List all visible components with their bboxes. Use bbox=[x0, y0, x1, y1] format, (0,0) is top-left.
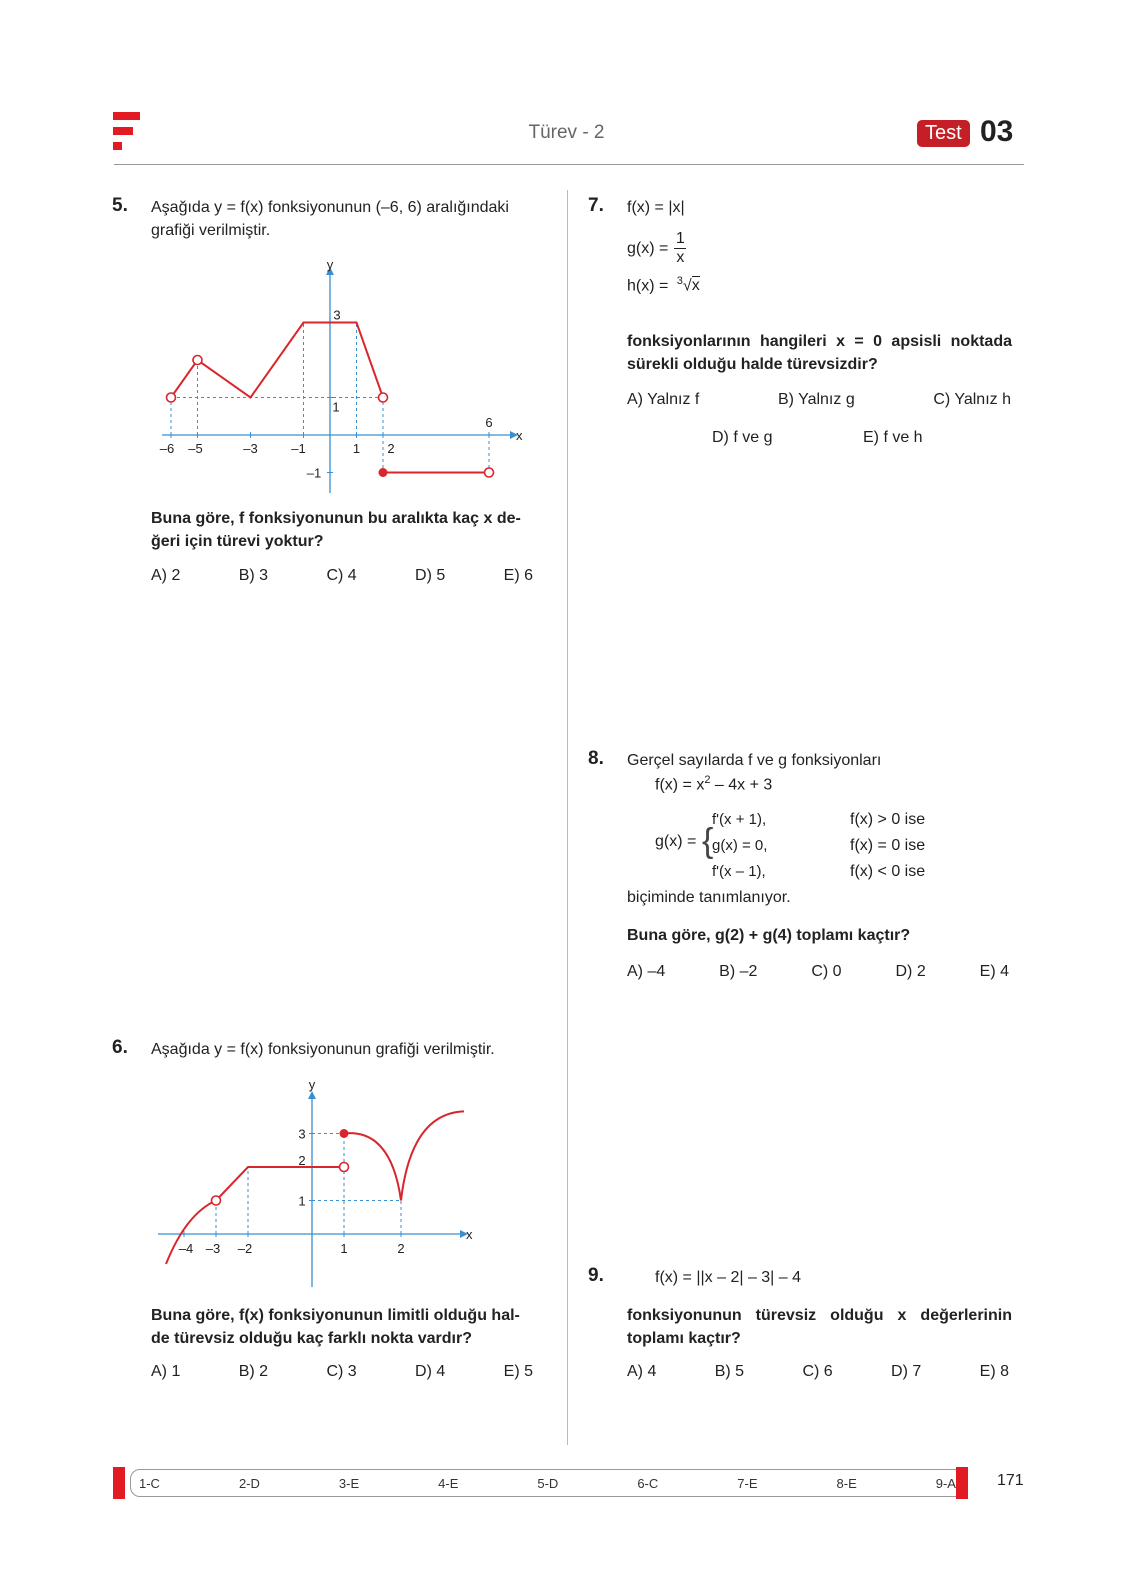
option-c[interactable]: C) Yalnız h bbox=[933, 391, 1011, 408]
question-9-prompt: fonksiyonunun türevsiz olduğu x değerlerinin toplamı kaçtır? bbox=[627, 1307, 1012, 1347]
function-curve bbox=[344, 1133, 401, 1200]
option-b[interactable]: B) 3 bbox=[238, 567, 269, 584]
open-point bbox=[340, 1163, 349, 1172]
x-tick-label: 1 bbox=[340, 1241, 348, 1256]
x-tick-label: –3 bbox=[243, 441, 258, 456]
closed-point bbox=[379, 468, 388, 477]
q8-case-conditions: f(x) > 0 ise f(x) = 0 ise f(x) < 0 ise bbox=[850, 811, 926, 880]
q7-f-definition: f(x) = |x| bbox=[627, 199, 685, 216]
option-b[interactable]: B) –2 bbox=[719, 963, 758, 980]
option-b[interactable]: B) 5 bbox=[714, 1363, 745, 1380]
q8-f-definition: $f(x) = x^2 - 4x + 3$ bbox=[655, 774, 773, 794]
x-tick-label: –1 bbox=[291, 441, 306, 456]
q7-h-definition: h(x) = $^3$√x bbox=[627, 275, 700, 295]
answer-key-left-marker bbox=[113, 1467, 125, 1499]
option-d[interactable]: D) 4 bbox=[415, 1363, 446, 1380]
x-tick-label: –2 bbox=[237, 1241, 253, 1256]
x-tick-label: 1 bbox=[352, 441, 361, 456]
option-a[interactable]: A) Yalnız f bbox=[627, 391, 700, 408]
option-e[interactable]: E) 4 bbox=[979, 963, 1009, 980]
option-d[interactable]: D) 2 bbox=[895, 963, 926, 980]
x-axis-label: x bbox=[516, 428, 523, 443]
answer-key-item: 5-D bbox=[537, 1475, 559, 1491]
question-6-text: Aşağıda y = f(x) fonksiyonunun grafiği verilmiştir. bbox=[151, 1041, 495, 1058]
x-tick-label: –5 bbox=[188, 441, 203, 456]
answer-key-item: 9-A bbox=[935, 1475, 956, 1491]
x-tick-label: –6 bbox=[159, 441, 175, 456]
open-point bbox=[485, 468, 494, 477]
option-b[interactable]: B) Yalnız g bbox=[777, 391, 855, 408]
function-curve bbox=[401, 1111, 464, 1200]
page-title: Türev - 2 bbox=[528, 122, 605, 143]
question-6-options bbox=[151, 1363, 533, 1381]
question-5-graph bbox=[150, 255, 540, 500]
answer-key-item: 4-E bbox=[438, 1475, 459, 1491]
closed-point bbox=[340, 1129, 349, 1138]
function-curve bbox=[171, 323, 383, 398]
x-tick-label: 6 bbox=[485, 415, 493, 430]
x-tick-label: –4 bbox=[178, 1241, 194, 1256]
question-5-text: Aşağıda y = f(x) fonksiyonunun (–6, 6) aralığındaki grafiği verilmiştir. bbox=[151, 199, 509, 239]
option-c[interactable]: C) 3 bbox=[326, 1363, 357, 1380]
question-8-options bbox=[627, 963, 1009, 981]
answer-key-item: 8-E bbox=[836, 1475, 857, 1491]
y-tick-label: 3 bbox=[333, 307, 341, 323]
option-a[interactable]: A) 4 bbox=[627, 1363, 657, 1380]
question-7-prompt: fonksiyonlarının hangileri x = 0 apsisli noktada sürekli olduğu halde türevsizdir? bbox=[627, 333, 1012, 373]
question-9-options bbox=[627, 1363, 1009, 1381]
test-badge: Test bbox=[917, 120, 970, 147]
x-axis-label: x bbox=[466, 1227, 473, 1242]
option-a[interactable]: A) 1 bbox=[151, 1363, 181, 1380]
y-tick-label: –1 bbox=[306, 465, 322, 481]
answer-key bbox=[130, 1469, 965, 1497]
left-brace: { bbox=[702, 822, 714, 860]
question-5-number: 5. bbox=[112, 195, 128, 216]
question-8-prompt: Buna göre, g(2) + g(4) toplamı kaçtır? bbox=[627, 927, 911, 944]
option-d[interactable]: D) f ve g bbox=[712, 429, 773, 446]
question-5-prompt: Buna göre, f fonksiyonunun bu aralıkta kaç x de- ğeri için türevi yoktur? bbox=[151, 510, 521, 550]
option-c[interactable]: C) 6 bbox=[802, 1363, 833, 1380]
option-c[interactable]: C) 4 bbox=[326, 567, 357, 584]
y-axis-arrow bbox=[308, 1091, 316, 1099]
option-e[interactable]: E) 5 bbox=[503, 1363, 533, 1380]
column-divider bbox=[567, 190, 568, 1445]
x-tick-label: 2 bbox=[387, 441, 395, 456]
option-c[interactable]: C) 0 bbox=[811, 963, 842, 980]
y-tick-label: 2 bbox=[298, 1153, 306, 1168]
q7-g-definition: g(x) = $\frac{1}{x}$ bbox=[627, 230, 685, 266]
answer-key-item: 7-E bbox=[737, 1475, 758, 1491]
answer-key-item: 3-E bbox=[338, 1475, 360, 1491]
question-6-number: 6. bbox=[112, 1037, 128, 1058]
q8-g-lhs: g(x) = bbox=[655, 833, 697, 850]
test-number: 03 bbox=[980, 115, 1014, 148]
question-7-number: 7. bbox=[588, 195, 604, 216]
y-axis-label: y bbox=[326, 257, 334, 272]
question-8-text: Gerçel sayılarda f ve g fonksiyonları bbox=[627, 752, 882, 769]
option-e[interactable]: E) f ve h bbox=[863, 429, 923, 446]
open-point bbox=[379, 393, 388, 402]
open-point bbox=[167, 393, 176, 402]
question-5-options bbox=[151, 567, 533, 585]
y-tick-label: 3 bbox=[298, 1126, 306, 1142]
question-9-number: 9. bbox=[588, 1265, 604, 1286]
question-8-number: 8. bbox=[588, 748, 604, 769]
open-point bbox=[212, 1196, 221, 1205]
option-a[interactable]: A) 2 bbox=[151, 567, 181, 584]
option-b[interactable]: B) 2 bbox=[238, 1363, 269, 1380]
q8-text-2: biçiminde tanımlanıyor. bbox=[627, 889, 791, 906]
open-point bbox=[193, 356, 202, 365]
y-tick-label: 1 bbox=[332, 399, 340, 415]
x-tick-label: –3 bbox=[205, 1241, 221, 1256]
question-6-graph bbox=[150, 1075, 480, 1290]
answer-key-item: 1-C bbox=[139, 1475, 160, 1491]
question-6-prompt: Buna göre, f(x) fonksiyonunun limitli olduğu hal- de türevsiz olduğu kaç farklı nokta vardır? bbox=[151, 1307, 520, 1347]
option-e[interactable]: E) 6 bbox=[503, 567, 533, 584]
page-number: 171 bbox=[997, 1472, 1024, 1489]
question-7-options-row1 bbox=[627, 391, 1011, 409]
y-tick-label: 1 bbox=[298, 1193, 306, 1209]
q8-case-expressions: f'(x + 1), g(x) = 0, f'(x – 1), bbox=[712, 811, 768, 880]
answer-key-right-marker bbox=[956, 1467, 968, 1499]
header-divider bbox=[114, 164, 1024, 165]
answer-key-item: 6-C bbox=[637, 1475, 659, 1491]
option-e[interactable]: E) 8 bbox=[979, 1363, 1009, 1380]
option-d[interactable]: D) 5 bbox=[415, 567, 446, 584]
option-d[interactable]: D) 7 bbox=[891, 1363, 922, 1380]
option-a[interactable]: A) –4 bbox=[627, 963, 666, 980]
answer-key-item: 2-D bbox=[238, 1475, 260, 1491]
q9-formula: f(x) = ||x – 2| – 3| – 4 bbox=[655, 1269, 802, 1286]
x-tick-label: 2 bbox=[397, 1241, 405, 1256]
y-axis-label: y bbox=[308, 1077, 316, 1092]
